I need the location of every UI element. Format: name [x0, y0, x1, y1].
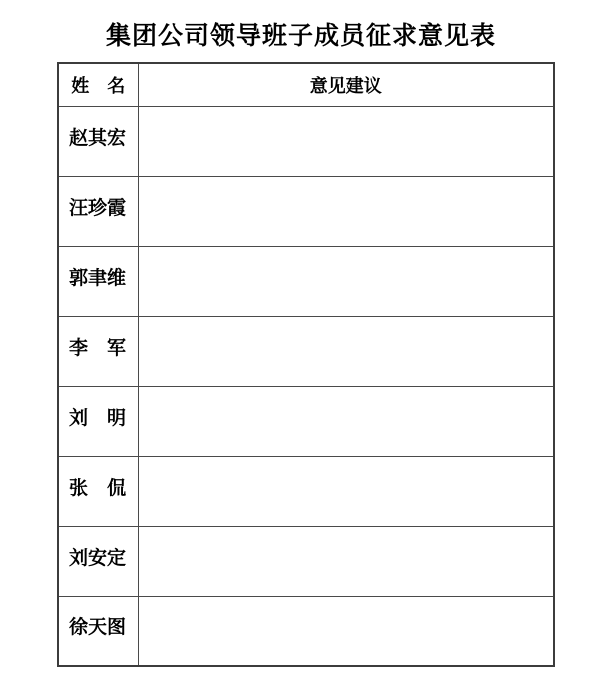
- name-cell: 徐天图: [58, 596, 138, 666]
- opinion-table: [57, 62, 555, 667]
- name-cell: 刘安定: [58, 526, 138, 596]
- name-cell: 张 侃: [58, 456, 138, 526]
- table-row: [58, 526, 554, 596]
- name-cell: 郭聿维: [58, 246, 138, 316]
- name-column-header: 姓 名: [58, 63, 138, 106]
- name-cell: 刘 明: [58, 386, 138, 456]
- table-header-row: [58, 63, 554, 106]
- opinion-cell[interactable]: [138, 316, 554, 386]
- opinion-cell[interactable]: [138, 596, 554, 666]
- name-cell: 李 军: [58, 316, 138, 386]
- table-row: [58, 456, 554, 526]
- opinion-cell[interactable]: [138, 106, 554, 176]
- table-row: [58, 596, 554, 666]
- name-cell: 汪珍霞: [58, 176, 138, 246]
- table-row: [58, 246, 554, 316]
- opinion-cell[interactable]: [138, 456, 554, 526]
- table-row: [58, 386, 554, 456]
- opinion-cell[interactable]: [138, 386, 554, 456]
- opinion-cell[interactable]: [138, 526, 554, 596]
- table-row: [58, 176, 554, 246]
- name-cell: 赵其宏: [58, 106, 138, 176]
- opinion-cell[interactable]: [138, 246, 554, 316]
- table-row: [58, 316, 554, 386]
- opinion-column-header: 意见建议: [138, 63, 554, 106]
- table-row: [58, 106, 554, 176]
- opinion-cell[interactable]: [138, 176, 554, 246]
- page-title: 集团公司领导班子成员征求意见表: [105, 22, 496, 50]
